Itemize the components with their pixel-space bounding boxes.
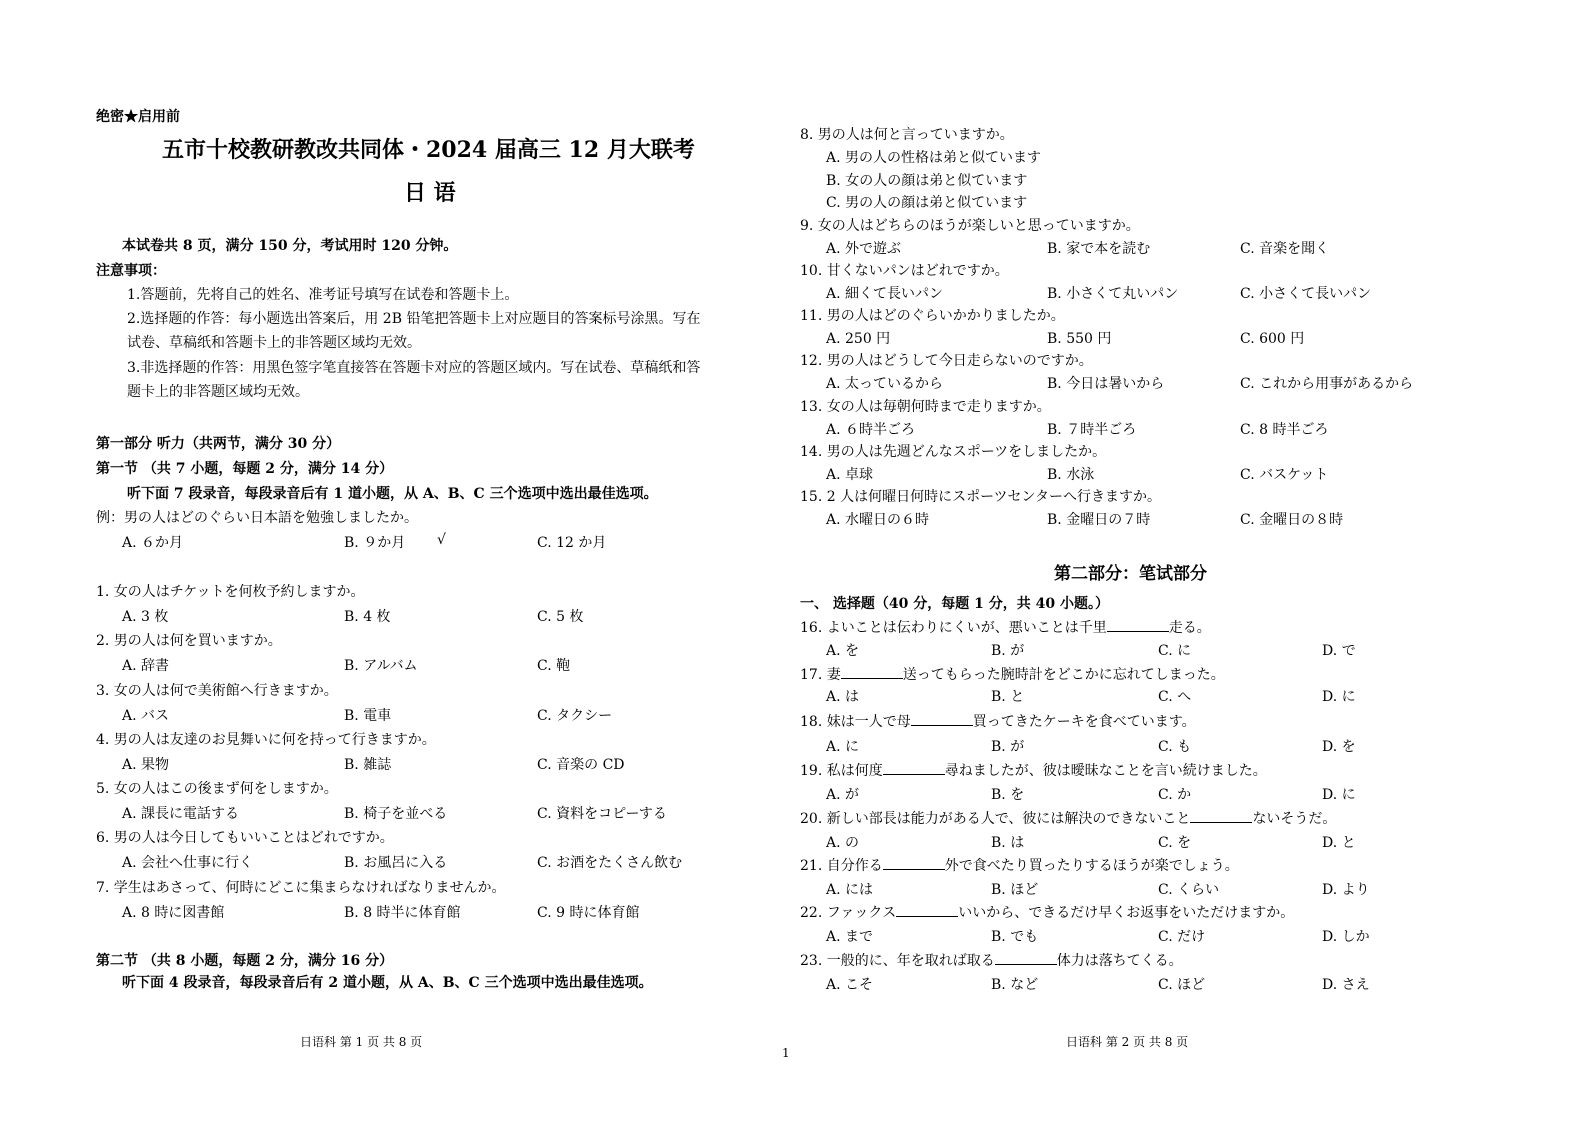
option: A. こそ (826, 977, 874, 993)
option: D. に (1322, 787, 1356, 803)
option: B. を (991, 787, 1025, 803)
secret-label: 绝密★启用前 (96, 109, 180, 125)
option: B. 小さくて丸いパン (1047, 286, 1179, 302)
option: A. 3 枚 (122, 609, 169, 625)
question-text: 17. 妻 (800, 667, 841, 683)
option: B. 4 枚 (344, 609, 391, 625)
question-4: 4. 男の人は友達のお見舞いに何を持って行きますか。 (96, 732, 436, 748)
section1-heading: 第一节 （共 7 小题，每题 2 分，满分 14 分） (96, 461, 394, 477)
example-option: C. 12 か月 (537, 535, 607, 551)
question-text: 買ってきたケーキを食べています。 (972, 714, 1196, 730)
question-16 (800, 617, 1211, 637)
notice-2b: 试卷、草稿纸和答题卡上的非答题区域均无效。 (127, 335, 421, 351)
question-2: 2. 男の人は何を買いますか。 (96, 633, 282, 649)
option: D. を (1322, 739, 1356, 755)
option: C. 男の人の顔は弟と似ています (826, 195, 1028, 211)
option: C. ほど (1158, 977, 1206, 993)
option: D. しか (1322, 929, 1370, 945)
option: B. 水泳 (1047, 467, 1095, 483)
question-14: 14. 男の人は先週どんなスポーツをしましたか。 (800, 444, 1107, 460)
question-text: 23. 一般的に、年を取れば取る (800, 953, 995, 969)
option: C. に (1158, 643, 1192, 659)
page-footer: 日语科 第 2 页 共 8 页 (1066, 1035, 1189, 1049)
option: A. 太っているから (826, 376, 944, 392)
option: A. まで (826, 929, 874, 945)
option: D. さえ (1322, 977, 1370, 993)
answer-blank (883, 760, 945, 775)
answer-blank (1107, 617, 1169, 632)
question-text: 体力は落ちてくる。 (1056, 953, 1183, 969)
option: C. か (1158, 787, 1192, 803)
option: B. 雑誌 (344, 757, 392, 773)
question-text: 送ってもらった腕時計をどこかに忘れてしまった。 (902, 667, 1225, 683)
option: A. 課長に電話する (122, 806, 240, 822)
notice-1: 1.答题前，先将自己的姓名、准考证号填写在试卷和答题卡上。 (127, 287, 519, 303)
option: C. 小さくて長いパン (1240, 286, 1372, 302)
option: C. バスケット (1240, 467, 1329, 483)
option: C. 資料をコピーする (537, 806, 667, 822)
option: D. と (1322, 835, 1356, 851)
option: C. 金曜日の８時 (1240, 512, 1344, 528)
answer-blank (911, 711, 973, 726)
option: B. は (991, 835, 1025, 851)
question-3: 3. 女の人は何で美術館へ行きますか。 (96, 683, 338, 699)
question-1: 1. 女の人はチケットを何枚予約しますか。 (96, 584, 365, 600)
option: B. 金曜日の７時 (1047, 512, 1151, 528)
question-6: 6. 男の人は今日してもいいことはどれですか。 (96, 830, 394, 846)
check-mark: √ (437, 532, 446, 548)
sheet-page-number: 1 (782, 1046, 790, 1060)
question-20 (800, 808, 1336, 828)
option: C. だけ (1158, 929, 1206, 945)
option: A. 会社へ仕事に行く (122, 855, 254, 871)
answer-blank (1190, 808, 1252, 823)
page-footer: 日语科 第 1 页 共 8 页 (300, 1035, 423, 1049)
option: A. 辞書 (122, 658, 170, 674)
answer-blank (896, 902, 958, 917)
option: B. と (991, 689, 1025, 705)
question-text: 16. よいことは伝わりにくいが、悪いことは千里 (800, 620, 1107, 636)
question-17 (800, 664, 1225, 684)
example-option: A. ６か月 (122, 535, 184, 551)
question-text: ないそうだ。 (1252, 811, 1337, 827)
question-5: 5. 女の人はこの後まず何をしますか。 (96, 781, 338, 797)
question-11: 11. 男の人はどのぐらいかかりましたか。 (800, 308, 1065, 324)
question-8: 8. 男の人は何と言っていますか。 (800, 127, 1014, 143)
option: B. 550 円 (1047, 331, 1112, 347)
option: B. など (991, 977, 1039, 993)
option: D. に (1322, 689, 1356, 705)
question-19 (800, 760, 1267, 780)
question-18 (800, 711, 1196, 731)
option: A. の (826, 835, 860, 851)
notice-2a: 2.选择题的作答：每小题选出答案后，用 2B 铅笔把答题卡上对应题目的答案标号涂黑。写在 (127, 311, 701, 327)
question-10: 10. 甘くないパンはどれですか。 (800, 263, 1009, 279)
question-23 (800, 950, 1183, 970)
option: B. アルバム (344, 658, 418, 674)
option: B. 椅子を並べる (344, 806, 448, 822)
section1-instruction: 听下面 7 段录音，每段录音后有 1 道小题，从 A、B、C 三个选项中选出最佳选项。 (127, 486, 658, 502)
option: A. 卓球 (826, 467, 874, 483)
question-text: 尋ねましたが、彼は曖昧なことを言い続けました。 (944, 763, 1267, 779)
option: B. ほど (991, 882, 1039, 898)
notice-heading: 注意事项： (96, 263, 166, 279)
notice-3b: 题卡上的非答题区域均无效。 (127, 384, 309, 400)
question-text: 外で食べたり買ったりするほうが楽でしょう。 (944, 858, 1239, 874)
question-text: 走る。 (1168, 620, 1211, 636)
question-9: 9. 女の人はどちらのほうが楽しいと思っていますか。 (800, 218, 1140, 234)
part2-heading: 第二部分：笔试部分 (1054, 564, 1207, 584)
notice-3a: 3.非选择题的作答：用黑色签字笔直接答在答题卡对应的答题区域内。写在试卷、草稿纸和答 (127, 360, 701, 376)
example-option: B. ９か月 (344, 535, 406, 551)
option: A. 細くて長いパン (826, 286, 944, 302)
question-text: 19. 私は何度 (800, 763, 883, 779)
option: B. 家で本を読む (1047, 241, 1151, 257)
question-15: 15. 2 人は何曜日何時にスポーツセンターへ行きますか。 (800, 489, 1161, 505)
option: A. 250 円 (826, 331, 891, 347)
option: D. より (1322, 882, 1370, 898)
choice-section-heading: 一、 选择题（40 分，每题 1 分，共 40 小题。） (800, 596, 1109, 612)
option: B. 今日は暑いから (1047, 376, 1165, 392)
option: C. 9 時に体育館 (537, 905, 640, 921)
question-13: 13. 女の人は毎朝何時まで走りますか。 (800, 399, 1051, 415)
answer-blank (995, 950, 1057, 965)
option: A. 水曜日の６時 (826, 512, 930, 528)
option: C. を (1158, 835, 1192, 851)
option: B. 電車 (344, 708, 392, 724)
option: C. 音楽を聞く (1240, 241, 1330, 257)
question-text: 22. ファックス (800, 905, 897, 921)
option: B. 8 時半に体育館 (344, 905, 461, 921)
option: A. が (826, 787, 860, 803)
option: A. に (826, 739, 860, 755)
section2-instruction: 听下面 4 段录音，每段录音后有 2 道小题，从 A、B、C 三个选项中选出最佳选项。 (122, 975, 653, 991)
option: A. 8 時に図書館 (122, 905, 225, 921)
subject-title: 日 语 (404, 180, 456, 206)
option: C. 8 時半ごろ (1240, 422, 1329, 438)
option: A. バス (122, 708, 170, 724)
question-text: いいから、できるだけ早くお返事をいただけますか。 (958, 905, 1295, 921)
option: B. ７時半ごろ (1047, 422, 1137, 438)
answer-blank (883, 855, 945, 870)
section2-heading: 第二节 （共 8 小题，每题 2 分，满分 16 分） (96, 953, 394, 969)
exam-title: 五市十校教研教改共同体・2024 届高三 12 月大联考 (162, 137, 695, 163)
option: C. も (1158, 739, 1192, 755)
option: C. 音楽の CD (537, 757, 625, 773)
option: C. これから用事があるから (1240, 376, 1414, 392)
question-text: 21. 自分作る (800, 858, 883, 874)
option: B. が (991, 643, 1025, 659)
option: C. 600 円 (1240, 331, 1305, 347)
option: B. でも (991, 929, 1039, 945)
option: A. には (826, 882, 874, 898)
part1-heading: 第一部分 听力（共两节，满分 30 分） (96, 436, 341, 452)
question-text: 20. 新しい部長は能力がある人で、彼には解決のできないこと (800, 811, 1191, 827)
option: B. 女の人の顔は弟と似ています (826, 173, 1028, 189)
option: B. お風呂に入る (344, 855, 448, 871)
question-21 (800, 855, 1239, 875)
option: C. タクシー (537, 708, 613, 724)
example-question: 例：男の人はどのぐらい日本語を勉強しましたか。 (96, 510, 418, 526)
option: D. で (1322, 643, 1356, 659)
answer-blank (841, 664, 903, 679)
question-text: 18. 妹は一人で母 (800, 714, 911, 730)
option: A. を (826, 643, 860, 659)
option: B. が (991, 739, 1025, 755)
option: C. 鞄 (537, 658, 571, 674)
question-22 (800, 902, 1294, 922)
exam-intro: 本试卷共 8 页，满分 150 分，考试用时 120 分钟。 (122, 238, 458, 254)
option: A. ６時半ごろ (826, 422, 916, 438)
option: A. 男の人の性格は弟と似ています (826, 150, 1042, 166)
option: A. は (826, 689, 860, 705)
question-12: 12. 男の人はどうして今日走らないのですか。 (800, 353, 1093, 369)
option: C. へ (1158, 689, 1192, 705)
option: A. 外で遊ぶ (826, 241, 902, 257)
option: C. くらい (1158, 882, 1220, 898)
option: C. お酒をたくさん飲む (537, 855, 683, 871)
question-7: 7. 学生はあさって、何時にどこに集まらなければなりませんか。 (96, 880, 506, 896)
option: A. 果物 (122, 757, 170, 773)
option: C. 5 枚 (537, 609, 584, 625)
